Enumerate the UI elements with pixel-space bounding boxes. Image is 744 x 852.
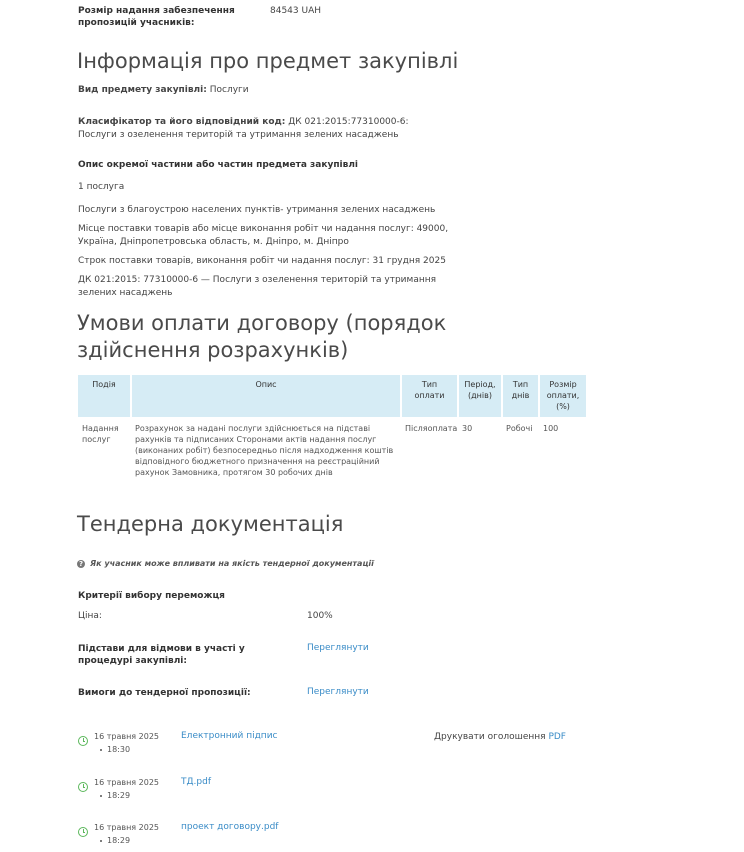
payment-title: Умови оплати договору (порядок здійснення розрахунків) xyxy=(77,311,447,362)
clock-icon xyxy=(78,782,88,792)
subject-type-label: Вид предмету закупівлі: xyxy=(78,85,207,95)
classifier-value: ДК 021:2015:77310000-6: Послуги з озеленення територій та утримання зелених насаджень xyxy=(78,117,409,140)
document-date: 16 травня 2025 xyxy=(94,823,160,832)
quantity: 1 послуга xyxy=(78,182,125,192)
classifier-label: Класифікатор та його відповідний код: xyxy=(78,117,286,127)
document-item xyxy=(78,822,678,852)
price-value: 100% xyxy=(307,611,333,621)
criteria-label: Критерії вибору переможця xyxy=(78,591,225,601)
print-announcement xyxy=(434,731,566,744)
bullet-icon xyxy=(100,795,102,797)
document-time xyxy=(100,744,130,756)
document-link[interactable]: проект договору.pdf xyxy=(181,822,279,832)
classifier xyxy=(78,116,418,142)
refusal-label: Підстави для відмови в участі у процедурі закупівлі: xyxy=(78,644,245,666)
question-icon: ? xyxy=(78,559,84,568)
delivery-deadline: Строк поставки товарів, виконання робіт чи надання послуг: 31 грудня 2025 xyxy=(78,256,446,266)
service-description: Послуги з благоустрою населених пунктів- утримання зелених насаджень xyxy=(78,205,436,215)
delivery-place: Місце поставки товарів або місце виконання робіт чи надання послуг: 49000, Україна, Дніпропетровська область, м. Дніпро, м. Дніпро xyxy=(78,224,449,247)
bullet-icon xyxy=(100,840,102,842)
refusal-view-link[interactable]: Переглянути xyxy=(307,643,369,653)
dk-code: ДК 021:2015: 77310000-6 — Послуги з озеленення територій та утримання зелених насаджень xyxy=(78,275,437,298)
clock-icon xyxy=(78,827,88,837)
document-time-value: 18:29 xyxy=(107,791,131,800)
tender-docs-title: Тендерна документація xyxy=(77,512,344,536)
col-event-header: Подія xyxy=(78,375,131,417)
price-label: Ціна: xyxy=(78,611,102,621)
print-pdf-link[interactable]: PDF xyxy=(548,732,566,742)
col-period-header: Період, (днів) xyxy=(458,375,502,417)
requirements-view-link[interactable]: Переглянути xyxy=(307,687,369,697)
col-day-type-header: Тип днів xyxy=(502,375,539,417)
security-label: Розмір надання забезпечення пропозицій учасників: xyxy=(78,6,235,28)
help-text: Як учасник може впливати на якість тендерної документації xyxy=(90,559,374,568)
cell-pay-type: Післяоплата xyxy=(405,424,458,433)
cell-percent: 100 xyxy=(543,424,559,433)
help-link[interactable] xyxy=(77,558,374,570)
clock-icon xyxy=(78,736,88,746)
bullet-icon xyxy=(100,749,102,751)
table-row xyxy=(78,417,587,484)
parts-label: Опис окремої частини або частин предмета закупівлі xyxy=(78,160,359,170)
security-value: 84543 UAH xyxy=(270,6,322,16)
document-time xyxy=(100,835,130,847)
document-time xyxy=(100,790,130,802)
document-date: 16 травня 2025 xyxy=(94,778,160,787)
document-time-value: 18:29 xyxy=(107,836,131,845)
document-link[interactable]: ТД.pdf xyxy=(181,777,211,787)
col-pay-type-header: Тип оплати xyxy=(401,375,458,417)
subject-type-value: Послуги xyxy=(209,85,249,95)
cell-day-type: Робочі xyxy=(506,424,533,433)
subject-info-title: Інформація про предмет закупівлі xyxy=(77,49,459,73)
col-percent-header: Розмір оплати, (%) xyxy=(539,375,587,417)
cell-description: Розрахунок за надані послуги здійснюється на підставі рахунків та підписаних Сторонами актів надання послуг (виконаних робіт) безпосередньо після надходження коштів відповідного бюджетного призначення на реєстраційний рахунок Замовника, протягом 30 робочих днів xyxy=(135,424,394,477)
requirements-label: Вимоги до тендерної пропозиції: xyxy=(78,688,251,698)
subject-type xyxy=(78,84,598,97)
payment-table xyxy=(78,375,588,484)
payment-header-row xyxy=(78,375,587,417)
col-description-header: Опис xyxy=(131,375,401,417)
document-item xyxy=(78,731,678,761)
document-item xyxy=(78,777,678,807)
document-time-value: 18:30 xyxy=(107,745,131,754)
document-date: 16 травня 2025 xyxy=(94,732,160,741)
document-link[interactable]: Електронний підпис xyxy=(181,731,278,741)
cell-event: Надання послуг xyxy=(82,424,119,444)
cell-period: 30 xyxy=(462,424,473,433)
print-label: Друкувати оголошення xyxy=(434,732,546,742)
